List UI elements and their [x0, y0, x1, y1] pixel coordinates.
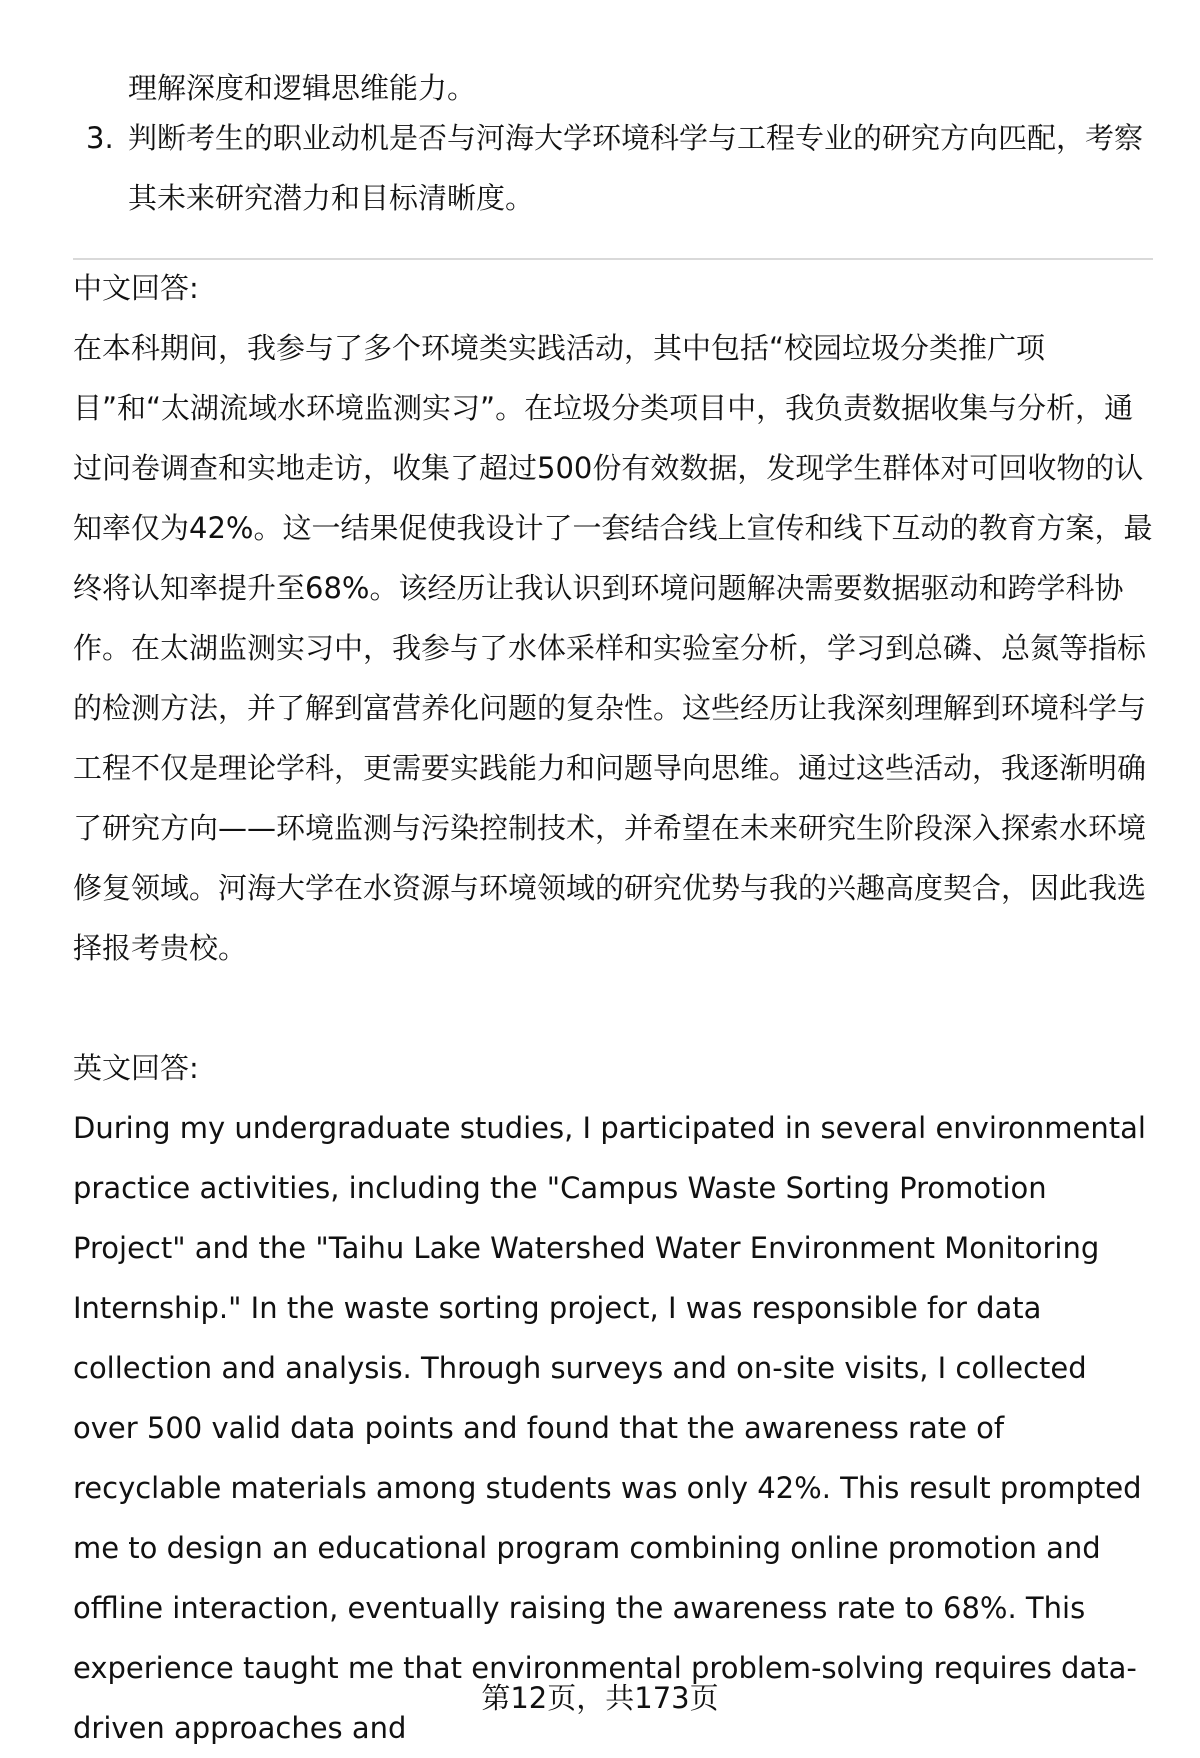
english-answer-heading: 英文回答: [73, 1051, 199, 1085]
list-item-continuation: 理解深度和逻辑思维能力。 [128, 71, 477, 105]
page-number-footer: 第12页，共173页 [481, 1681, 719, 1715]
list-item-3 [86, 108, 1148, 228]
section-divider [73, 258, 1153, 260]
chinese-answer-heading: 中文回答: [73, 271, 199, 305]
english-answer-paragraph: During my undergraduate studies, I participated in several environmental practice activities, including the "Campus Waste Sorting Promotion Project" and the "Taihu Lake Watershed Water Environment Monitoring Internship." In the waste sorting project, I was responsible for data collection and analysis. Through surveys and on-site visits, I collected over 500 valid data points and found that the awareness rate of recyclable materials among students was only 42%. This result prompted me to design an educational program combining online promotion and offline interaction, eventually raising the awareness rate to 68%. This experience taught me that environmental problem-solving requires data-driven approaches and [73, 1111, 1146, 1745]
list-item-number: 3. [86, 121, 114, 155]
list-item-text: 判断考生的职业动机是否与河海大学环境科学与工程专业的研究方向匹配，考察其未来研究潜力和目标清晰度。 [128, 121, 1144, 215]
chinese-answer-paragraph: 在本科期间，我参与了多个环境类实践活动，其中包括“校园垃圾分类推广项目”和“太湖流域水环境监测实习”。在垃圾分类项目中，我负责数据收集与分析，通过问卷调查和实地走访，收集了超过500份有效数据，发现学生群体对可回收物的认知率仅为42%。这一结果促使我设计了一套结合线上宣传和线下互动的教育方案，最终将认知率提升至68%。该经历让我认识到环境问题解决需要数据驱动和跨学科协作。在太湖监测实习中，我参与了水体采样和实验室分析，学习到总磷、总氮等指标的检测方法，并了解到富营养化问题的复杂性。这些经历让我深刻理解到环境科学与工程不仅是理论学科，更需要实践能力和问题导向思维。通过这些活动，我逐渐明确了研究方向——环境监测与污染控制技术，并希望在未来研究生阶段深入探索水环境修复领域。河海大学在水资源与环境领域的研究优势与我的兴趣高度契合，因此我选择报考贵校。 [73, 331, 1153, 965]
